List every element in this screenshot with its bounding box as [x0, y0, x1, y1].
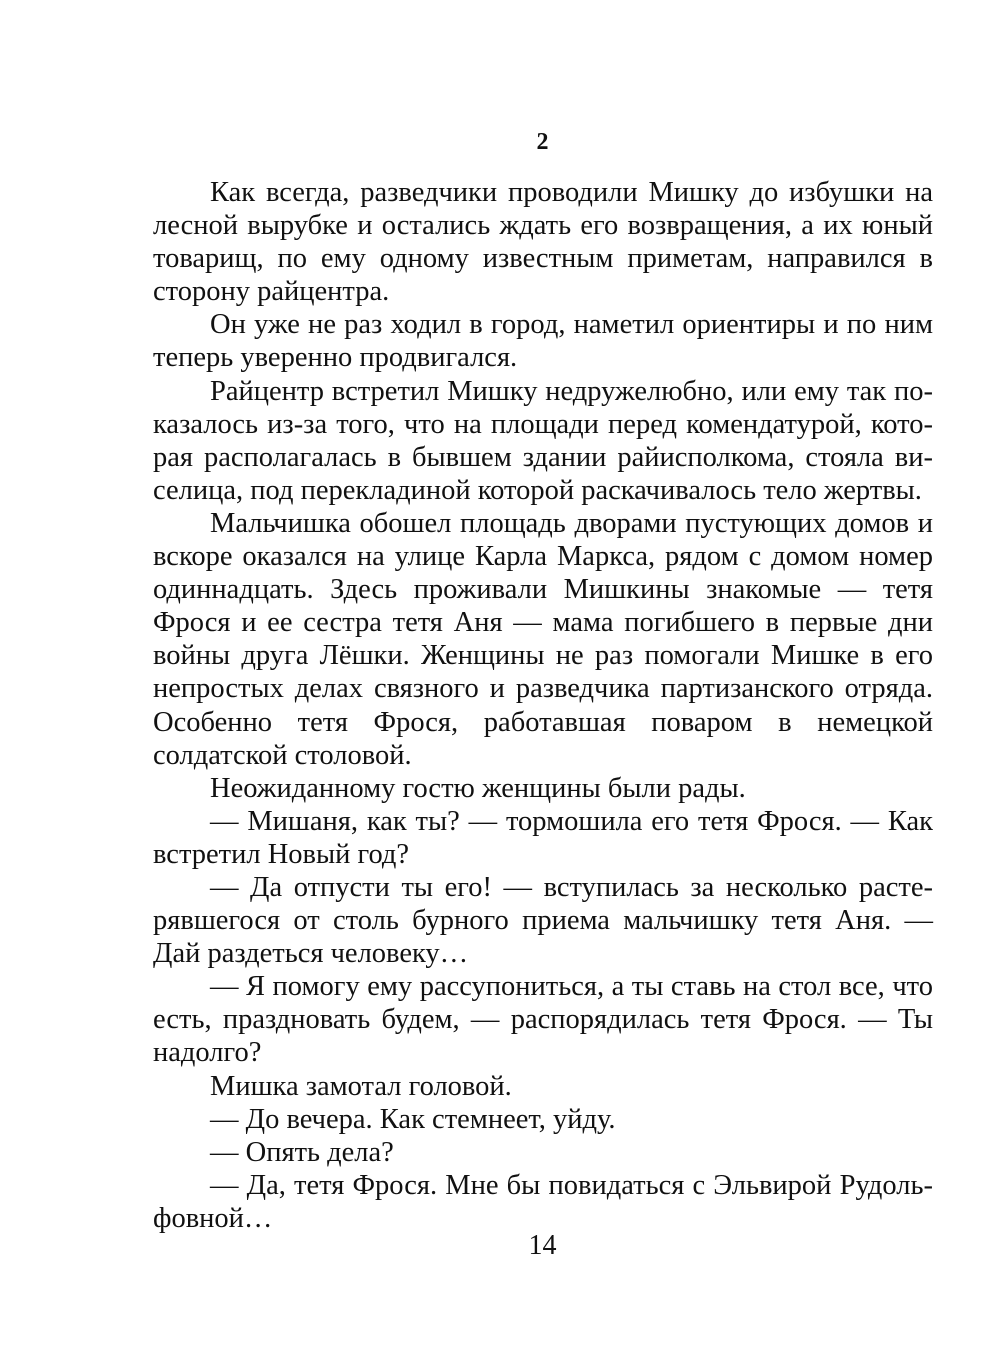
paragraph: Мальчишка обошел площадь дворами пустующих домов и вскоре оказался на улице Карла Маркса, рядом с домом номер одиннадцать. Здесь проживали Мишкины знакомые — тетя Фрося и ее сестра тетя Аня — мама погибшего в первые дни войны друга Лёшки. Женщины не раз помогали Мишке в его непростых делах связного и разведчика партизанского отряда. Особенно тетя Фрося, работавшая поваром в немецкой солдатской столовой.: [153, 507, 933, 771]
paragraph: Как всегда, разведчики проводили Мишку до избушки на лесной вырубке и остались ждать его возвращения, а их юный товарищ, по ему одному известным приметам, направился в сторону райцентра.: [153, 177, 933, 308]
dialogue-line: — Я помогу ему рассупониться, а ты ставь на стол все, что есть, праздновать будем, — распорядилась тетя Фрося. — Ты надолго?: [153, 971, 933, 1069]
paragraph: Неожиданному гостю женщины были рады.: [210, 772, 746, 804]
dialogue-line: — Да отпусти ты его! — вступилась за несколько растерявшегося от столь бурного приема мальчишку тетя Аня. — Дай раздеться человеку…: [153, 871, 933, 970]
chapter-number: 2: [536, 129, 549, 155]
page-number: 14: [528, 1230, 557, 1261]
dialogue-line: — До вечера. Как стемнеет, уйду.: [210, 1103, 616, 1135]
dialogue-line: — Да, тетя Фрося. Мне бы повидаться с Эльвирой Рудольфовной…: [153, 1169, 933, 1234]
body-text: [153, 176, 933, 1235]
dialogue-line: — Мишаня, как ты? — тормошила его тетя Фрося. — Как встретил Новый год?: [153, 805, 933, 870]
paragraph: Райцентр встретил Мишку недружелюбно, или ему так показалось из-за того, что на площади перед комендатурой, которая располагалась в бывшем здании райисполкома, стояла виселица, под перекладиной которой раскачивалось тело жертвы.: [153, 375, 933, 506]
dialogue-line: — Опять дела?: [210, 1136, 394, 1168]
paragraph: Он уже не раз ходил в город, наметил ориентиры и по ним теперь уверенно продвигался.: [153, 309, 933, 374]
paragraph: Мишка замотал головой.: [210, 1070, 512, 1102]
